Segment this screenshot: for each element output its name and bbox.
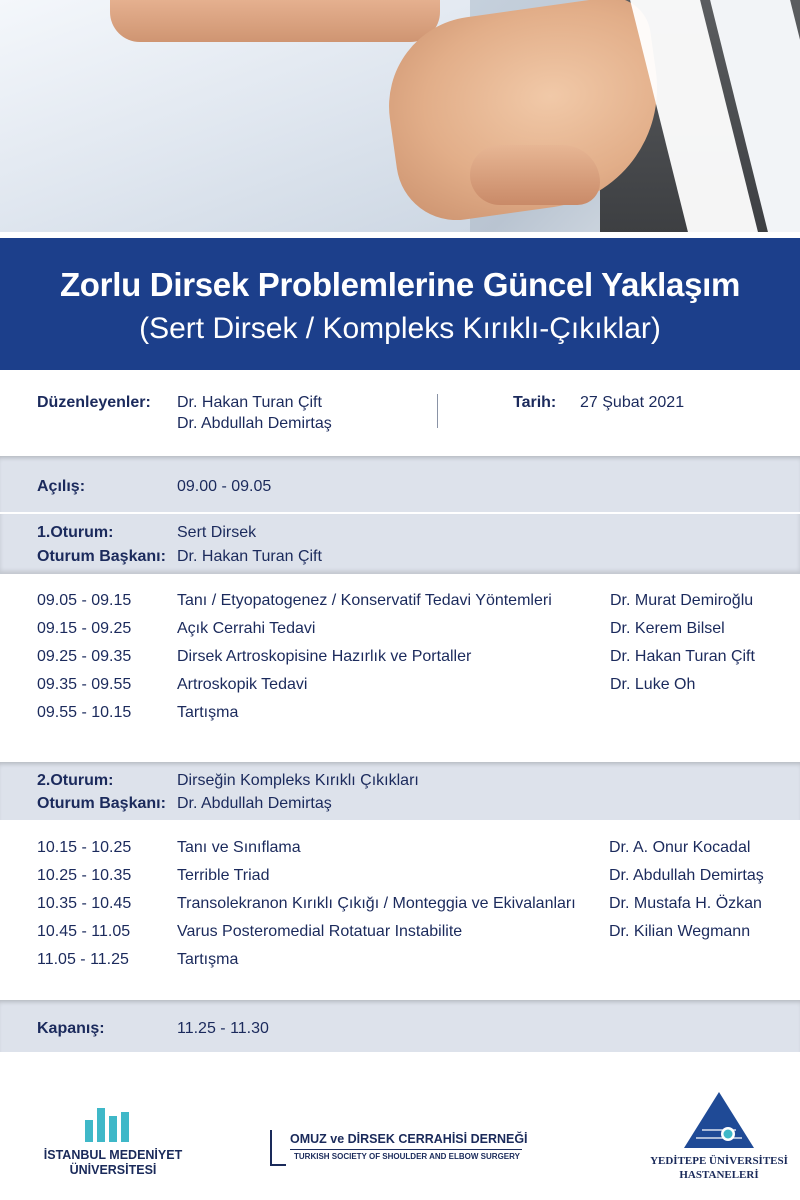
item-topic: Tanı / Etyopatogenez / Konservatif Tedavi Yöntemleri (177, 592, 552, 609)
omuz-logo-title: OMUZ ve DİRSEK CERRAHİSİ DERNEĞİ (290, 1132, 528, 1146)
page-title: Zorlu Dirsek Problemlerine Güncel Yaklaşım (59, 266, 741, 303)
item-time: 09.05 - 09.15 (37, 592, 132, 609)
item-topic: Dirsek Artroskopisine Hazırlık ve Portaller (177, 648, 472, 665)
closing-band (0, 1000, 800, 1052)
sponsor-logos (0, 1090, 800, 1200)
organizer-name: Dr. Abdullah Demirtaş (177, 415, 332, 432)
closing-time: 11.25 - 11.30 (177, 1020, 269, 1037)
closing-label: Kapanış: (37, 1020, 105, 1037)
yeditepe-logo-icon (682, 1090, 756, 1150)
medeniyet-logo-text: İSTANBUL MEDENİYET ÜNİVERSİTESİ (43, 1148, 183, 1177)
item-speaker: Dr. Hakan Turan Çift (610, 648, 755, 665)
item-topic: Artroskopik Tedavi (177, 676, 308, 693)
item-speaker: Dr. A. Onur Kocadal (609, 839, 751, 856)
divider (290, 1149, 522, 1150)
omuz-logo-subtitle: TURKISH SOCIETY OF SHOULDER AND ELBOW SURGERY (294, 1152, 520, 1161)
item-time: 09.25 - 09.35 (37, 648, 132, 665)
session2-chair: Dr. Abdullah Demirtaş (177, 795, 332, 812)
item-topic: Terrible Triad (177, 867, 270, 884)
item-time: 11.05 - 11.25 (37, 951, 129, 968)
item-topic: Tanı ve Sınıflama (177, 839, 301, 856)
item-topic: Varus Posteromedial Rotatuar Instabilite (177, 923, 463, 940)
item-time: 09.55 - 10.15 (37, 704, 132, 721)
page-subtitle: (Sert Dirsek / Kompleks Kırıklı-Çıkıklar) (139, 312, 661, 345)
opening-label: Açılış: (37, 478, 86, 495)
omuz-logo-icon (270, 1130, 286, 1166)
medeniyet-logo-icon (85, 1108, 133, 1142)
date-label: Tarih: (513, 394, 557, 411)
item-time: 10.35 - 10.45 (37, 895, 132, 912)
item-time: 10.15 - 10.25 (37, 839, 132, 856)
item-speaker: Dr. Abdullah Demirtaş (609, 867, 764, 884)
title-banner (0, 238, 800, 370)
session1-label: 1.Oturum: (37, 524, 114, 541)
session1-band (0, 514, 800, 574)
item-time: 09.35 - 09.55 (37, 676, 132, 693)
session2-chair-label: Oturum Başkanı: (37, 795, 166, 812)
session2-title: Dirseğin Kompleks Kırıklı Çıkıkları (177, 772, 419, 789)
divider (437, 394, 438, 428)
doctor-forearm (110, 0, 440, 42)
item-speaker: Dr. Luke Oh (610, 676, 696, 693)
item-time: 10.25 - 10.35 (37, 867, 132, 884)
organizers-label: Düzenleyenler: (37, 394, 151, 411)
session1-chair-label: Oturum Başkanı: (37, 548, 166, 565)
item-topic: Transolekranon Kırıklı Çıkığı / Monteggia ve Ekivalanları (177, 895, 576, 912)
session2-band (0, 762, 800, 820)
date-value: 27 Şubat 2021 (580, 394, 685, 411)
yeditepe-logo (644, 1090, 794, 1200)
item-topic: Açık Cerrahi Tedavi (177, 620, 316, 637)
organizer-name: Dr. Hakan Turan Çift (177, 394, 322, 411)
hero-photo (0, 0, 800, 232)
item-speaker: Dr. Murat Demiroğlu (610, 592, 754, 609)
item-topic: Tartışma (177, 951, 239, 968)
session2-label: 2.Oturum: (37, 772, 114, 789)
opening-time: 09.00 - 09.05 (177, 478, 272, 495)
item-time: 09.15 - 09.25 (37, 620, 132, 637)
item-speaker: Dr. Mustafa H. Özkan (609, 895, 762, 912)
item-topic: Tartışma (177, 704, 239, 721)
organizers-section (0, 372, 800, 454)
item-speaker: Dr. Kilian Wegmann (609, 923, 751, 940)
session1-chair: Dr. Hakan Turan Çift (177, 548, 322, 565)
item-time: 10.45 - 11.05 (37, 923, 131, 940)
yeditepe-logo-text: YEDİTEPE ÜNİVERSİTESİ HASTANELERİ (650, 1155, 788, 1181)
opening-band (0, 456, 800, 512)
doctor-hand (470, 145, 600, 205)
omuz-dirsek-logo (270, 1130, 528, 1166)
session1-title: Sert Dirsek (177, 524, 257, 541)
item-speaker: Dr. Kerem Bilsel (610, 620, 725, 637)
